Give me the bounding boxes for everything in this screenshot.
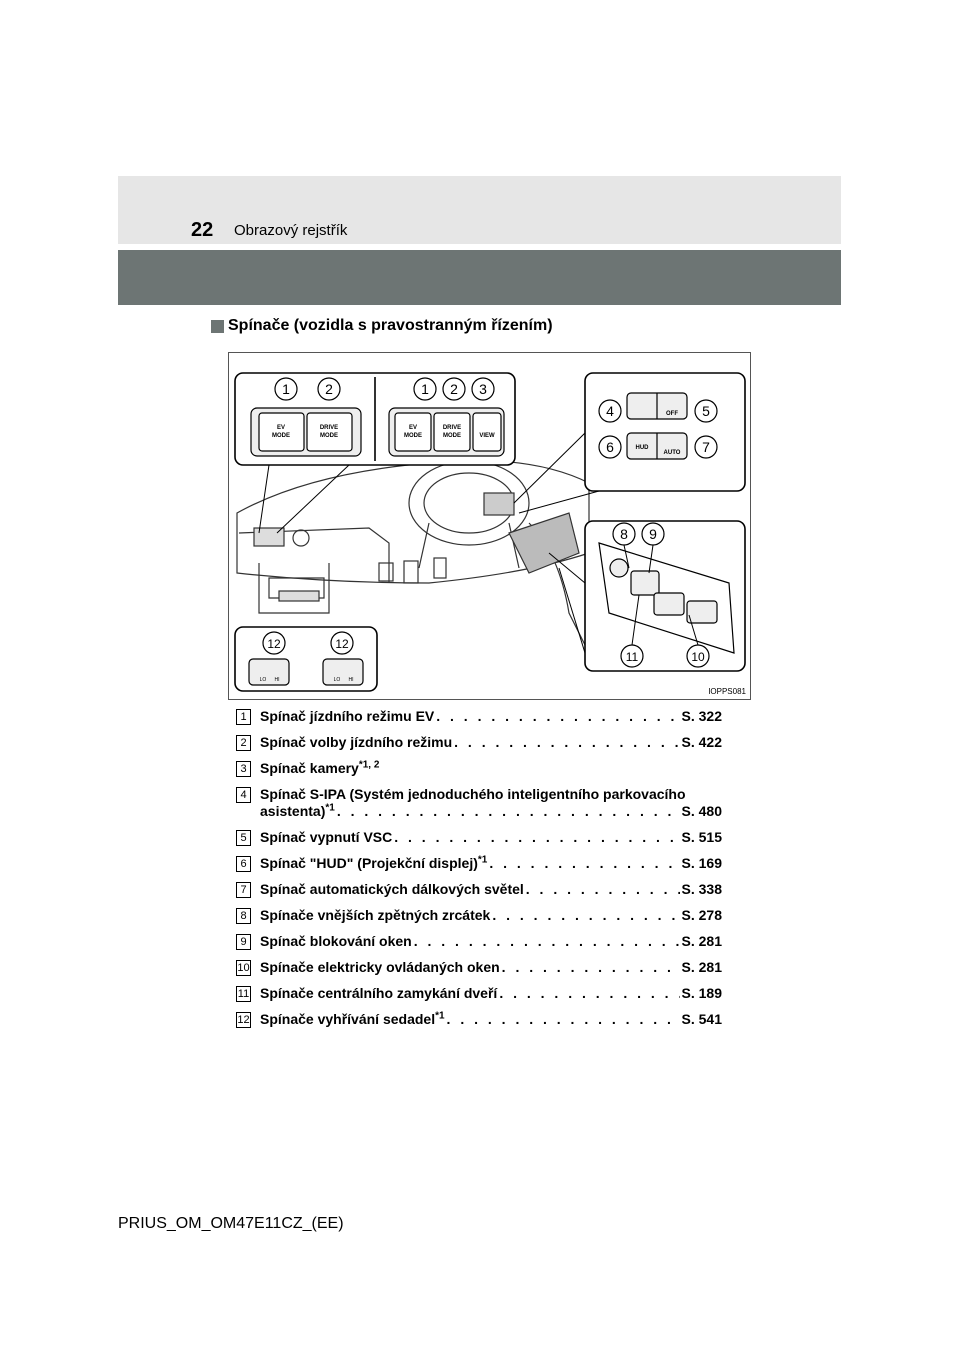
item-number: 10 [237,962,250,974]
lo-label-right: LO [333,677,341,683]
list-item [236,933,722,950]
hi-label-right: HI [348,677,354,683]
list-item [236,760,722,777]
item-label-continued: asistenta) [260,803,326,819]
callout-1a [275,378,297,400]
item-page-ref[interactable]: S. 281 [681,933,722,949]
item-number: 1 [236,709,251,725]
callout-2b [443,378,465,400]
switch-list [236,708,722,1037]
ev-mode-label: MODE [272,433,290,439]
item-page-ref[interactable]: S. 515 [681,829,722,845]
callout-4 [599,400,621,422]
drive-mode-label-b: MODE [443,433,461,439]
svg-text:1: 1 [421,381,429,397]
item-label: Spínač kamery [260,760,359,776]
item-footnote-ref: *1, 2 [358,759,380,771]
callout-1b [414,378,436,400]
header-title: Obrazový rejstřík [234,222,348,239]
svg-text:12: 12 [335,637,349,651]
item-label: Spínače elektricky ovládaných oken [260,959,500,975]
item-number: 11 [237,988,250,1000]
ev-label: EV [276,425,286,431]
item-page-ref[interactable]: S. 422 [681,734,722,750]
svg-text:6: 6 [606,439,614,455]
item-page-ref[interactable]: S. 338 [681,881,722,897]
callout-9 [642,523,664,545]
item-label: Spínač "HUD" (Projekční displej) [260,855,478,871]
callout-12b [331,632,353,654]
section-bullet-icon [211,320,224,333]
callout-10 [687,645,709,667]
drive-label-b: DRIVE [442,425,462,431]
item-label: Spínače centrálního zamykání dveří [260,985,498,1001]
item-number: 8 [236,908,251,924]
item-number: 12 [237,1014,250,1026]
list-item [236,734,722,751]
illustration-svg [229,353,750,699]
svg-text:12: 12 [267,637,281,651]
footer-doc-code: PRIUS_OM_OM47E11CZ_(EE) [118,1215,344,1232]
page-number: 22 [191,219,214,241]
item-page-ref[interactable]: S. 281 [681,959,722,975]
list-item [236,829,722,846]
item-page-ref[interactable]: S. 541 [681,1011,722,1027]
svg-text:7: 7 [702,439,710,455]
item-label: Spínače vyhřívání sedadel [260,1011,436,1027]
item-page-ref[interactable]: S. 169 [681,855,722,871]
drive-label: DRIVE [319,425,339,431]
list-item [236,907,722,924]
callout-6 [599,436,621,458]
switches-illustration [228,352,751,700]
figure-code: IOPPS081 [708,687,746,696]
ev-mode-label-b: MODE [404,433,422,439]
callout-11 [621,645,643,667]
svg-text:4: 4 [606,403,614,419]
item-label: Spínač automatických dálkových světel [260,881,524,897]
list-item [236,985,722,1002]
item-footnote-ref: *1 [325,802,335,814]
callout-2a [318,378,340,400]
svg-text:10: 10 [691,650,705,664]
svg-text:5: 5 [702,403,710,419]
callout-12a [263,632,285,654]
item-footnote-ref: *1 [477,854,488,866]
item-label: Spínač S-IPA (Systém jednoduchého inteligentního parkovacího [260,786,686,802]
item-label: Spínač volby jízdního režimu [260,734,453,750]
item-label: Spínače vnějších zpětných zrcátek [260,907,491,923]
item-label: Spínač blokování oken [260,933,412,949]
list-item [236,959,722,976]
callout-8 [613,523,635,545]
svg-text:1: 1 [282,381,290,397]
drive-mode-label: MODE [320,433,338,439]
callout-7 [695,436,717,458]
auto-label: AUTO [663,450,681,456]
svg-text:3: 3 [479,381,487,397]
svg-text:9: 9 [649,526,657,542]
list-item [236,786,722,820]
hi-label-left: HI [274,677,280,683]
item-number: 4 [236,787,251,803]
item-number: 7 [236,882,251,898]
ev-label-b: EV [408,425,418,431]
item-page-ref[interactable]: S. 189 [681,985,722,1001]
list-item [236,708,722,725]
svg-text:8: 8 [620,526,628,542]
svg-text:11: 11 [625,650,639,664]
item-page-ref[interactable]: S. 322 [681,708,722,724]
item-footnote-ref: *1 [435,1010,445,1022]
svg-text:2: 2 [325,381,333,397]
item-page-ref[interactable]: S. 480 [681,803,722,819]
view-label: VIEW [479,433,495,439]
hud-label: HUD [635,445,649,451]
callout-3 [472,378,494,400]
header-top-band [118,176,841,244]
section-title: Spínače (vozidla s pravostranným řízením) [228,317,553,334]
list-item [236,1011,722,1028]
list-item [236,881,722,898]
callout-5 [695,400,717,422]
item-number: 5 [236,830,251,846]
lo-label-left: LO [259,677,267,683]
item-page-ref[interactable]: S. 278 [681,907,722,923]
list-item [236,855,722,872]
item-number: 3 [236,761,251,777]
item-label: Spínač vypnutí VSC [260,829,393,845]
item-number: 2 [236,735,251,751]
item-number: 6 [236,856,251,872]
item-label: Spínač jízdního režimu EV [260,708,435,724]
section-heading [211,317,553,335]
item-number: 9 [236,934,251,950]
svg-text:2: 2 [450,381,458,397]
off-label: OFF [666,411,678,417]
header-bar [118,250,841,305]
